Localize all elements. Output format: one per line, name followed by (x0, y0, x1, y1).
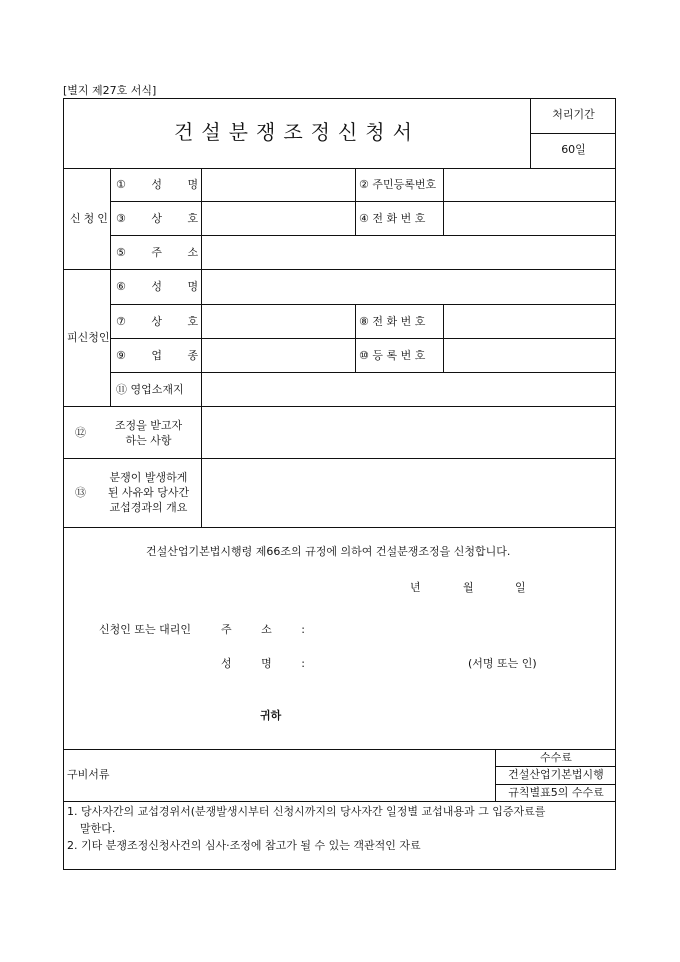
applicant-reg-no-label: ② 주민등록번호 (359, 178, 437, 191)
rule (63, 269, 616, 270)
rule (495, 784, 616, 785)
date-day: 일 (515, 581, 526, 594)
rule (63, 458, 616, 459)
rule (63, 168, 616, 169)
rule (355, 168, 356, 235)
respondent-location-label: ⑪ 영업소재지 (116, 383, 184, 396)
declaration-text: 건설산업기본법시행령 제66조의 규정에 의하여 건설분쟁조정을 신청합니다. (146, 545, 511, 558)
item13-line3: 교섭경과의 개요 (109, 501, 188, 514)
item12-line2: 하는 사항 (125, 434, 172, 447)
applicant-address-label: ⑤ 주 소 (116, 246, 199, 259)
respondent-business-label: ⑨ 업 종 (116, 349, 199, 362)
rule (495, 766, 616, 767)
rule (63, 801, 616, 802)
document-item-2: 2. 기타 분쟁조정신청사건의 심사·조정에 참고가 될 수 있는 객관적인 자료 (67, 839, 421, 852)
rule (63, 406, 616, 407)
signature-note: (서명 또는 인) (468, 657, 537, 670)
item13-number: ⑬ (75, 486, 86, 499)
addressee: 귀하 (260, 709, 282, 722)
date-month: 월 (463, 581, 474, 594)
applicant-section-label: 신청인 (70, 212, 111, 225)
item12-number: ⑫ (75, 426, 86, 439)
item12-line1: 조정을 받고자 (114, 419, 183, 432)
rule (63, 527, 616, 528)
respondent-phone-label: ⑧ 전 화 번 호 (359, 315, 426, 328)
rule (201, 168, 202, 527)
respondent-section-label: 피신청인 (67, 331, 110, 344)
fee-label: 수수료 (540, 751, 572, 764)
fee-line2: 규칙별표5의 수수료 (508, 786, 604, 799)
signer-name-label: 성 명 : (221, 657, 305, 670)
signer-address-label: 주 소 : (221, 623, 305, 636)
date-year: 년 (410, 581, 421, 594)
rule (110, 372, 616, 373)
form-title: 건설분쟁조정신청서 (174, 120, 420, 144)
respondent-reg-no-label: ⑩ 등 록 번 호 (359, 349, 426, 362)
rule (63, 749, 616, 750)
item13-line1: 분쟁이 발생하게 (109, 471, 188, 484)
rule (110, 304, 616, 305)
rule (355, 304, 356, 372)
item13-label (96, 470, 201, 515)
document-item-1-cont: 말한다. (80, 822, 116, 835)
item12-label (96, 418, 201, 448)
respondent-trade-label: ⑦ 상 호 (116, 315, 199, 328)
document-item-1: 1. 당사자간의 교섭경위서(분쟁발생시부터 신청시까지의 당사자간 일정별 교섭내용과 그 입증자료를 (67, 805, 546, 818)
applicant-trade-label: ③ 상 호 (116, 212, 199, 225)
rule (443, 304, 444, 372)
processing-label: 처리기간 (552, 108, 595, 121)
processing-divider (530, 133, 616, 134)
rule (110, 338, 616, 339)
form-number-tag: [별지 제27호 서식] (63, 84, 157, 97)
signer-label: 신청인 또는 대리인 (99, 623, 192, 636)
rule (110, 235, 616, 236)
fee-line1: 건설산업기본법시행 (508, 768, 604, 781)
rule (110, 168, 111, 406)
item13-line2: 된 사유와 당사간 (107, 486, 190, 499)
processing-value: 60일 (561, 143, 586, 156)
rule (110, 201, 616, 202)
documents-label: 구비서류 (67, 768, 110, 781)
applicant-phone-label: ④ 전 화 번 호 (359, 212, 426, 225)
rule (443, 168, 444, 235)
respondent-name-label: ⑥ 성 명 (116, 280, 199, 293)
applicant-name-label: ① 성 명 (116, 178, 199, 191)
